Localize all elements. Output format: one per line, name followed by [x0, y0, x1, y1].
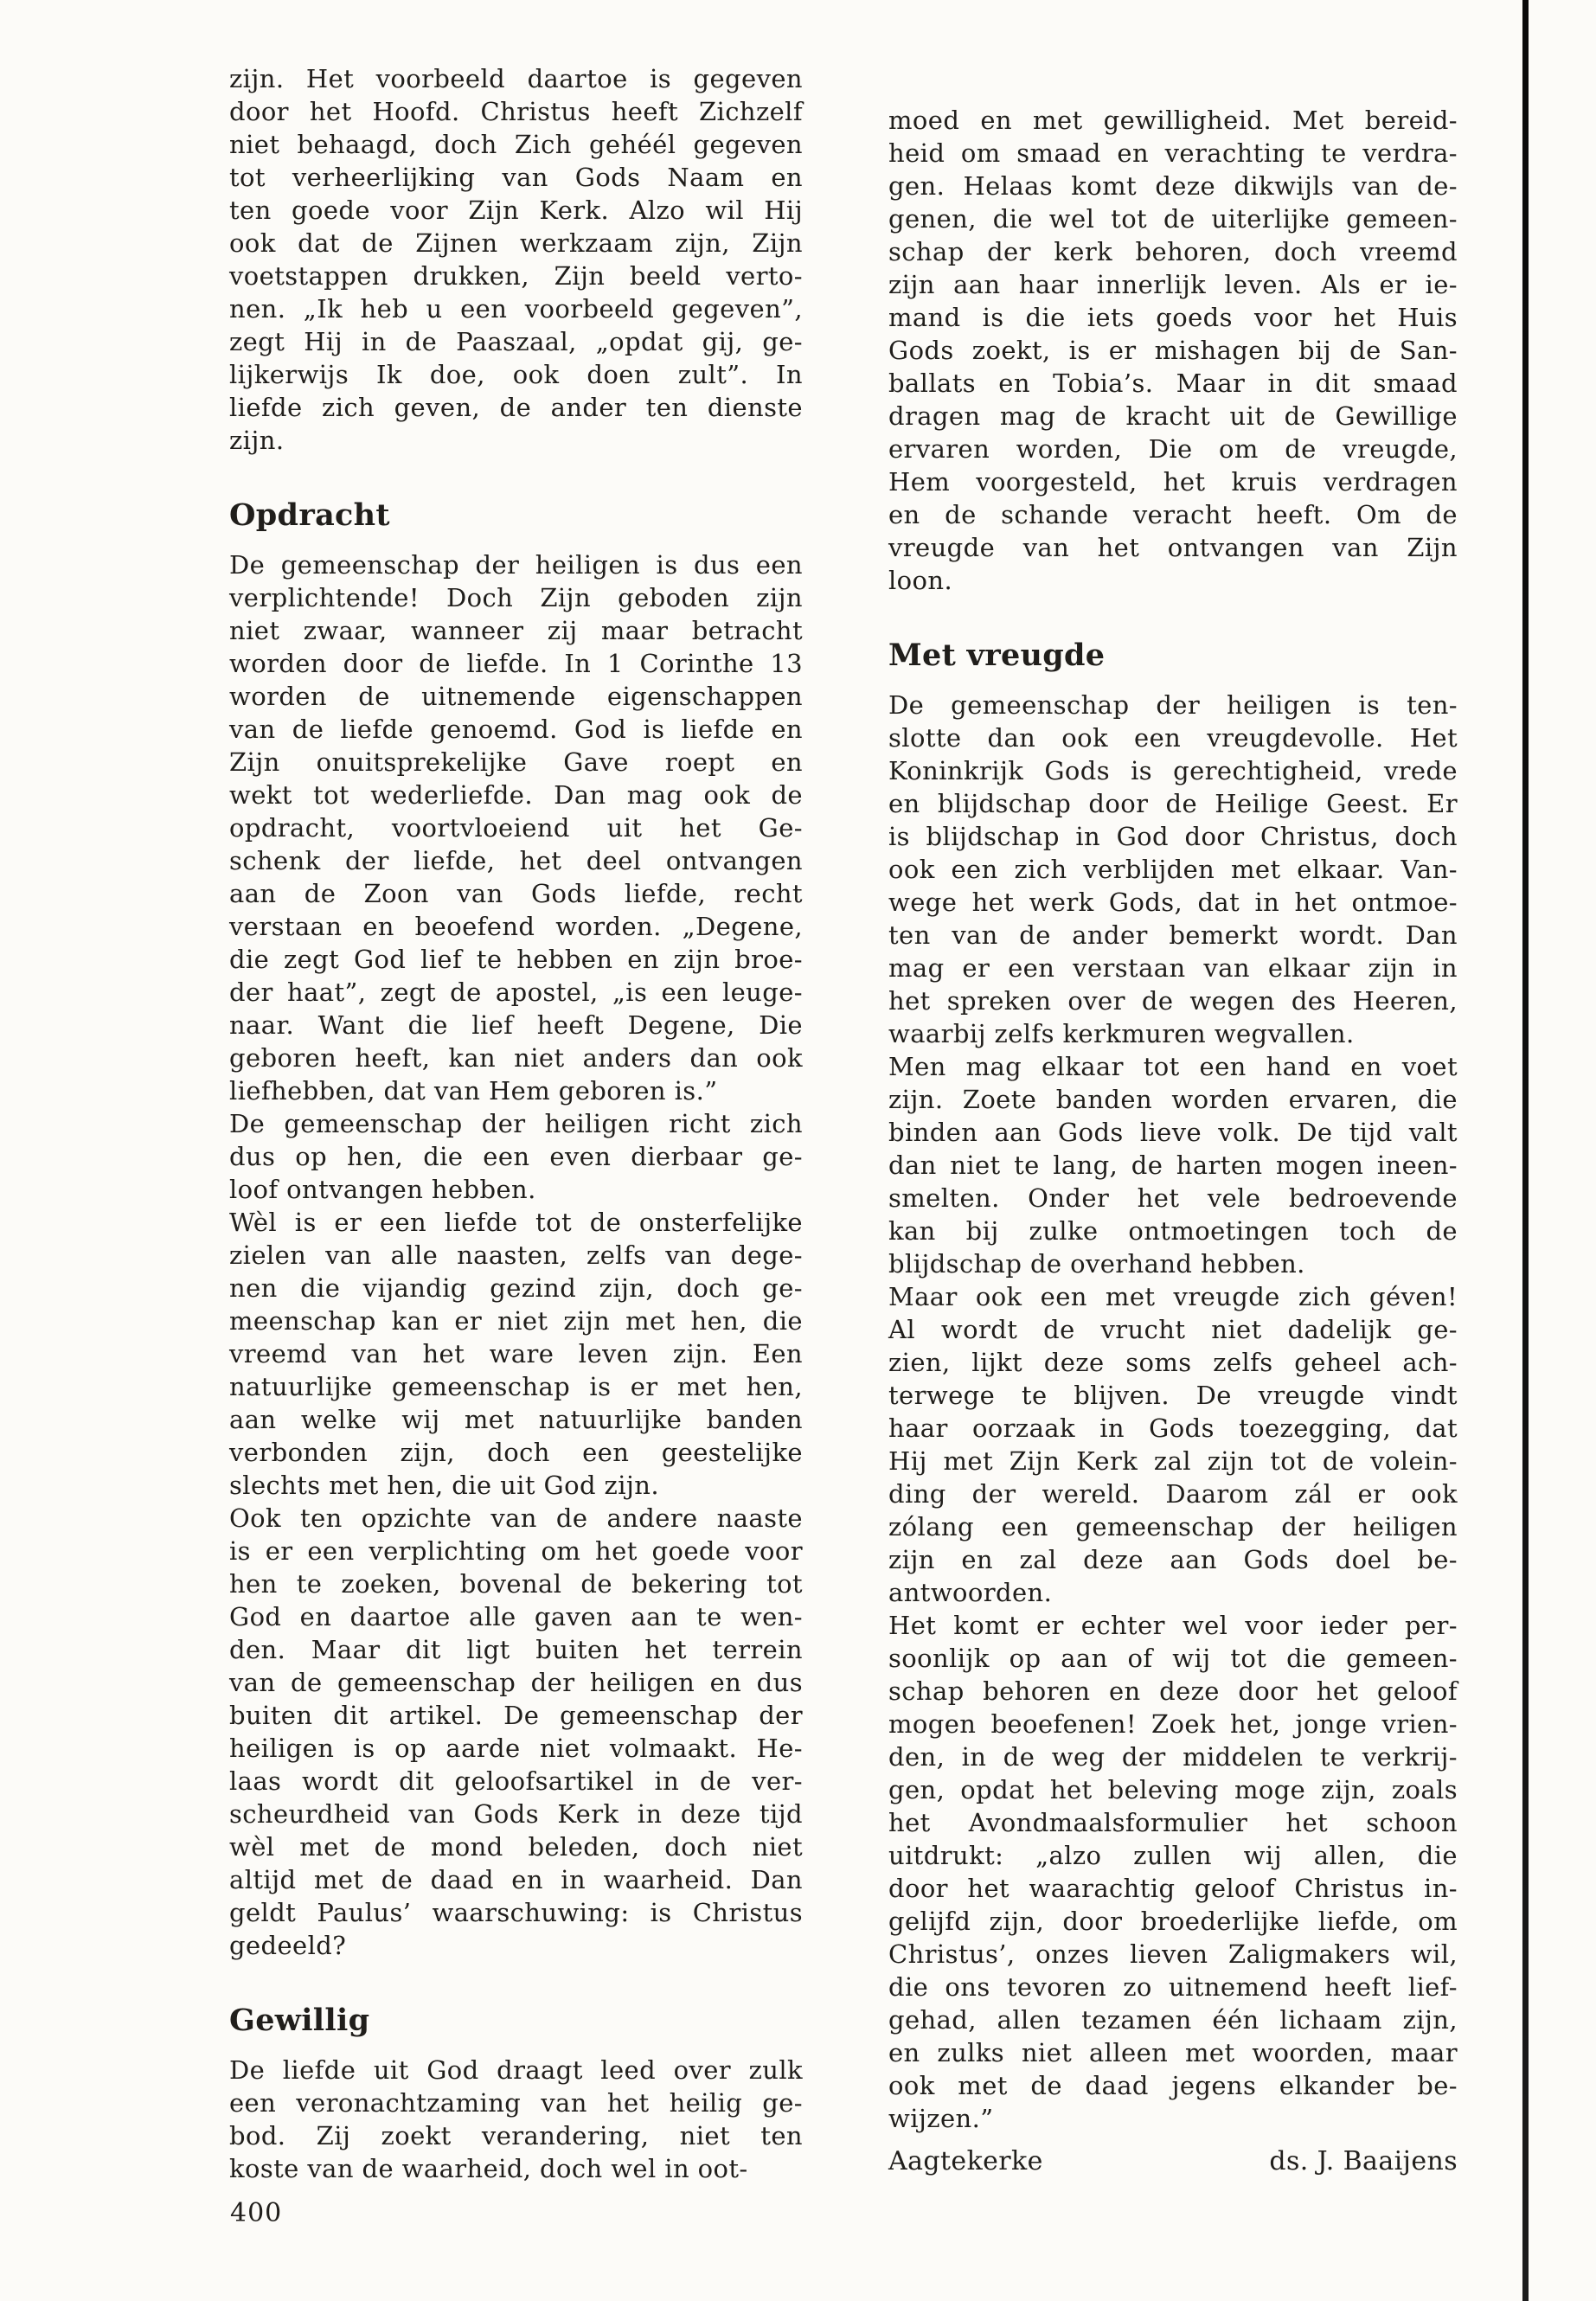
- text-line: wijzen.”: [888, 2104, 994, 2133]
- text-line: mand is die iets goeds voor het Huis: [888, 303, 1458, 332]
- section-heading: Gewillig: [229, 2003, 370, 2038]
- text-line: worden door de liefde. In 1 Corinthe 13: [229, 649, 803, 678]
- text-line: voetstappen drukken, Zijn beeld verto-: [229, 261, 803, 291]
- text-line: door het waarachtig geloof Christus in-: [888, 1874, 1458, 1903]
- text-line: zielen van alle naasten, zelfs van dege-: [229, 1240, 803, 1270]
- text-line: ten van de ander bemerkt wordt. Dan: [888, 920, 1458, 950]
- text-line: God en daartoe alle gaven aan te wen-: [229, 1602, 803, 1631]
- left-column: [229, 62, 803, 2185]
- text-line: ervaren worden, Die om de vreugde,: [888, 434, 1458, 464]
- text-line: van de gemeenschap der heiligen en dus: [229, 1668, 803, 1697]
- text-line: zijn en zal deze aan Gods doel be-: [888, 1545, 1458, 1574]
- text-line: die zegt God lief te hebben en zijn broe-: [229, 945, 803, 974]
- text-line: antwoorden.: [888, 1578, 1053, 1607]
- text-line: niet behaagd, doch Zich gehéél gegeven: [229, 130, 803, 159]
- text-line: ook een zich verblijden met elkaar. Van-: [888, 855, 1458, 884]
- text-line: verbonden zijn, doch een geestelijke: [229, 1438, 803, 1467]
- text-line: is er een verplichting om het goede voor: [229, 1536, 803, 1566]
- text-line: liefde zich geven, de ander ten dienste: [229, 393, 803, 422]
- text-line: Wèl is er een liefde tot de onsterfelijke: [229, 1208, 803, 1237]
- text-line: Christus’, onzes lieven Zaligmakers wil,: [888, 1939, 1458, 1969]
- text-line: zien, lijkt deze soms zelfs geheel ach-: [888, 1348, 1458, 1377]
- text-line: schap behoren en deze door het geloof: [888, 1676, 1458, 1706]
- right-column: [888, 104, 1458, 2135]
- text-line: zijn. Het voorbeeld daartoe is gegeven: [229, 64, 803, 93]
- text-line: blijdschap de overhand hebben.: [888, 1249, 1305, 1279]
- text-line: schap der kerk behoren, doch vreemd: [888, 237, 1458, 266]
- text-line: ballats en Tobia’s. Maar in dit smaad: [888, 369, 1458, 398]
- text-line: Hij met Zijn Kerk zal zijn tot de volein-: [888, 1446, 1458, 1476]
- paragraph: [229, 1206, 803, 1502]
- text-line: en de schande veracht heeft. Om de: [888, 500, 1458, 529]
- text-line: gelijfd zijn, door broederlijke liefde, om: [888, 1907, 1458, 1936]
- text-line: slechts met hen, die uit God zijn.: [229, 1471, 659, 1500]
- text-line: gehad, allen tezamen één lichaam zijn,: [888, 2005, 1458, 2035]
- text-line: De gemeenschap der heiligen is ten-: [888, 690, 1458, 720]
- text-line: vreemd van het ware leven zijn. Een: [229, 1339, 803, 1368]
- text-line: wèl met de mond beleden, doch niet: [229, 1832, 803, 1862]
- text-line: zijn aan haar innerlijk leven. Als er ie-: [888, 270, 1458, 299]
- text-line: binden aan Gods lieve volk. De tijd valt: [888, 1118, 1458, 1147]
- text-line: mag er een verstaan van elkaar zijn in: [888, 953, 1458, 983]
- text-line: der haat”, zegt de apostel, „is een leuge-: [229, 977, 803, 1007]
- text-line: dus op hen, die een even dierbaar ge-: [229, 1142, 803, 1171]
- text-line: Gods zoekt, is er mishagen bij de San-: [888, 336, 1458, 365]
- text-line: door het Hoofd. Christus heeft Zichzelf: [229, 97, 803, 126]
- text-line: gen. Helaas komt deze dikwijls van de-: [888, 171, 1458, 201]
- text-line: liefhebben, dat van Hem geboren is.”: [229, 1076, 718, 1106]
- text-line: tot verheerlijking van Gods Naam en: [229, 163, 803, 192]
- text-line: De liefde uit God draagt leed over zulk: [229, 2055, 803, 2085]
- text-line: zegt Hij in de Paaszaal, „opdat gij, ge-: [229, 327, 803, 356]
- text-line: heiligen is op aarde niet volmaakt. He-: [229, 1734, 803, 1763]
- text-line: een veronachtzaming van het heilig ge-: [229, 2088, 803, 2118]
- text-line: lijkerwijs Ik doe, ook doen zult”. In: [229, 360, 803, 389]
- text-line: schenk der liefde, het deel ontvangen: [229, 846, 803, 875]
- text-line: Al wordt de vrucht niet dadelijk ge-: [888, 1315, 1458, 1344]
- text-line: meenschap kan er niet zijn met hen, die: [229, 1306, 803, 1336]
- text-line: worden de uitnemende eigenschappen: [229, 682, 803, 711]
- text-line: zólang een gemeenschap der heiligen: [888, 1512, 1458, 1541]
- text-line: verplichtende! Doch Zijn geboden zijn: [229, 583, 803, 612]
- text-line: niet zwaar, wanneer zij maar betracht: [229, 616, 803, 645]
- text-line: Koninkrijk Gods is gerechtigheid, vrede: [888, 756, 1458, 785]
- text-line: moed en met gewilligheid. Met bereid-: [888, 106, 1458, 135]
- text-line: ding der wereld. Daarom zál er ook: [888, 1479, 1458, 1509]
- text-line: uitdrukt: „alzo zullen wij allen, die: [888, 1841, 1458, 1870]
- text-line: wekt tot wederliefde. Dan mag ook de: [229, 780, 803, 810]
- text-line: geldt Paulus’ waarschuwing: is Christus: [229, 1898, 803, 1927]
- text-line: vreugde van het ontvangen van Zijn: [888, 533, 1458, 562]
- text-line: Men mag elkaar tot een hand en voet: [888, 1052, 1458, 1081]
- text-line: aan de Zoon van Gods liefde, recht: [229, 879, 803, 908]
- text-line: koste van de waarheid, doch wel in oot-: [229, 2154, 748, 2183]
- text-line: terwege te blijven. De vreugde vindt: [888, 1381, 1458, 1410]
- text-line: nen. „Ik heb u een voorbeeld gegeven”,: [229, 294, 803, 324]
- article-author: ds. J. Baaijens: [1269, 2146, 1458, 2176]
- paragraph: [888, 689, 1458, 1050]
- text-line: ook dat de Zijnen werkzaam zijn, Zijn: [229, 228, 803, 258]
- paragraph: [229, 1502, 803, 1962]
- text-line: ten goede voor Zijn Kerk. Alzo wil Hij: [229, 195, 803, 225]
- text-line: zijn.: [229, 426, 285, 455]
- text-line: die ons tevoren zo uitnemend heeft lief-: [888, 1972, 1458, 2002]
- text-line: scheurdheid van Gods Kerk in deze tijd: [229, 1799, 803, 1829]
- text-line: soonlijk op aan of wij tot die gemeen-: [888, 1644, 1458, 1673]
- text-line: en blijdschap door de Heilige Geest. Er: [888, 789, 1458, 818]
- text-line: is blijdschap in God door Christus, doch: [888, 822, 1458, 851]
- text-line: Zijn onuitsprekelijke Gave roept en: [229, 747, 803, 777]
- paragraph: [888, 1609, 1458, 2135]
- text-line: zijn. Zoete banden worden ervaren, die: [888, 1085, 1458, 1114]
- text-line: genen, die wel tot de uiterlijke gemeen-: [888, 204, 1458, 234]
- text-line: slotte dan ook een vreugdevolle. Het: [888, 723, 1458, 753]
- text-line: altijd met de daad en in waarheid. Dan: [229, 1865, 803, 1894]
- text-line: smelten. Onder het vele bedroevende: [888, 1183, 1458, 1213]
- text-line: gen, opdat het beleving moge zijn, zoals: [888, 1775, 1458, 1804]
- text-line: waarbij zelfs kerkmuren wegvallen.: [888, 1019, 1355, 1048]
- text-line: hen te zoeken, bovenal de bekering tot: [229, 1569, 803, 1599]
- article-place: Aagtekerke: [888, 2146, 1043, 2176]
- text-line: ook met de daad jegens elkander be-: [888, 2071, 1458, 2100]
- text-line: naar. Want die lief heeft Degene, Die: [229, 1010, 803, 1040]
- article-signature-row: [888, 2145, 1458, 2178]
- text-line: loon.: [888, 566, 953, 595]
- paragraph: [229, 1107, 803, 1206]
- paragraph: [888, 1280, 1458, 1609]
- paragraph: [229, 2054, 803, 2185]
- text-line: en zulks niet alleen met woorden, maar: [888, 2038, 1458, 2067]
- text-line: nen die vijandig gezind zijn, doch ge-: [229, 1273, 803, 1303]
- text-line: verstaan en beoefend worden. „Degene,: [229, 912, 803, 941]
- page-number: 400: [230, 2198, 283, 2228]
- text-line: mogen beoefenen! Zoek het, jonge vrien-: [888, 1709, 1458, 1739]
- paragraph: [229, 548, 803, 1107]
- text-line: buiten dit artikel. De gemeenschap der: [229, 1701, 803, 1730]
- section-heading: Opdracht: [229, 497, 390, 533]
- text-line: Ook ten opzichte van de andere naaste: [229, 1503, 803, 1533]
- text-line: geboren heeft, kan niet anders dan ook: [229, 1043, 803, 1073]
- text-line: van de liefde genoemd. God is liefde en: [229, 715, 803, 744]
- text-line: loof ontvangen hebben.: [229, 1175, 536, 1204]
- text-line: Maar ook een met vreugde zich géven!: [888, 1282, 1458, 1311]
- text-line: gedeeld?: [229, 1931, 347, 1960]
- text-line: dragen mag de kracht uit de Gewillige: [888, 401, 1458, 431]
- page-edge-rule: [1522, 0, 1529, 2301]
- text-line: het Avondmaalsformulier het schoon: [888, 1808, 1458, 1837]
- text-line: De gemeenschap der heiligen is dus een: [229, 550, 803, 580]
- text-line: bod. Zij zoekt verandering, niet ten: [229, 2121, 803, 2150]
- paragraph: [229, 62, 803, 457]
- text-line: opdracht, voortvloeiend uit het Ge-: [229, 813, 803, 843]
- text-line: wege het werk Gods, dat in het ontmoe-: [888, 888, 1458, 917]
- section-heading: Met vreugde: [888, 638, 1106, 673]
- text-line: het spreken over de wegen des Heeren,: [888, 986, 1458, 1016]
- text-line: aan welke wij met natuurlijke banden: [229, 1405, 803, 1434]
- paragraph: [888, 104, 1458, 597]
- text-line: laas wordt dit geloofsartikel in de ver-: [229, 1766, 803, 1796]
- text-line: kan bij zulke ontmoetingen toch de: [888, 1216, 1458, 1246]
- text-line: den. Maar dit ligt buiten het terrein: [229, 1635, 803, 1664]
- text-line: heid om smaad en verachting te verdra-: [888, 138, 1458, 168]
- text-line: Het komt er echter wel voor ieder per-: [888, 1611, 1458, 1640]
- text-line: haar oorzaak in Gods toezegging, dat: [888, 1413, 1458, 1443]
- text-line: De gemeenschap der heiligen richt zich: [229, 1109, 803, 1138]
- paragraph: [888, 1050, 1458, 1280]
- text-line: den, in de weg der middelen te verkrij-: [888, 1742, 1458, 1772]
- text-line: Hem voorgesteld, het kruis verdragen: [888, 467, 1458, 497]
- text-line: dan niet te lang, de harten mogen ineen-: [888, 1150, 1458, 1180]
- text-line: natuurlijke gemeenschap is er met hen,: [229, 1372, 803, 1401]
